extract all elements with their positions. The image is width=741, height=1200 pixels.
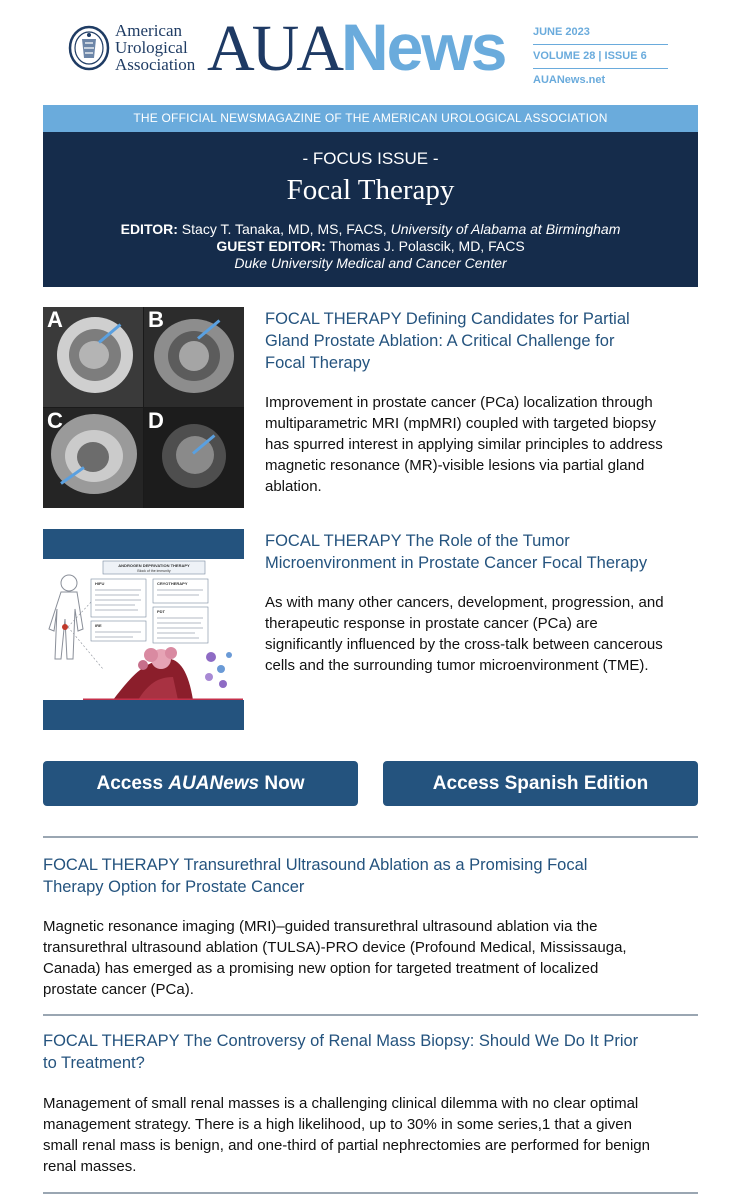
divider xyxy=(43,1014,698,1016)
mri-panel-c xyxy=(43,408,143,508)
figure-cryotherapy-label: CRYOTHERAPY xyxy=(157,581,188,586)
summary-line: cells and the surrounding tumor microenvironment (TME). xyxy=(265,657,649,674)
access-suffix: Now xyxy=(259,773,305,794)
focus-title: Focal Therapy xyxy=(286,174,455,206)
summary-line: therapeutic response in prostate cancer (PCa) are xyxy=(265,615,598,632)
panel-label-c: C xyxy=(47,408,63,433)
summary-line: Canada) has emerged as a promising new option for targeted treatment of localized xyxy=(43,960,599,977)
title-line: FOCAL THERAPY The Role of the Tumor xyxy=(265,532,570,550)
editor-line xyxy=(43,221,698,238)
featured-article-2-summary xyxy=(265,592,705,676)
title-line: Focal Therapy xyxy=(265,354,371,372)
access-auanews-button[interactable] xyxy=(43,761,358,806)
featured-article-2-title[interactable] xyxy=(265,530,705,574)
title-line: FOCAL THERAPY Transurethral Ultrasound Ablation as a Promising Focal xyxy=(43,856,588,874)
figure-ire-label: IRE xyxy=(95,623,102,628)
wordmark-news: News xyxy=(341,10,506,84)
tumor-microenvironment-figure-thumbnail[interactable] xyxy=(43,529,244,730)
masthead xyxy=(0,0,741,100)
editor-name: Stacy T. Tanaka, MD, MS, FACS, xyxy=(177,221,391,237)
title-line: FOCAL THERAPY The Controversy of Renal Mass Biopsy: Should We Do It Prior xyxy=(43,1032,639,1050)
featured-article-1-title[interactable] xyxy=(265,308,705,374)
access-spanish-edition-button[interactable]: Access Spanish Edition xyxy=(383,761,698,806)
article-4-title[interactable] xyxy=(43,1030,703,1074)
aua-seal-logo xyxy=(68,25,110,71)
figure-hifu-label: HIFU xyxy=(95,581,105,586)
issue-date: JUNE 2023 xyxy=(533,26,668,45)
summary-line: ablation. xyxy=(265,478,322,495)
guest-editor-name: Thomas J. Polascik, MD, FACS xyxy=(325,238,525,254)
summary-line: significantly influenced by the cross-talk between cancerous xyxy=(265,636,663,653)
mri-panel-b xyxy=(144,307,244,407)
summary-line: management strategy. There is a high likelihood, up to 30% in some series,1 that a given xyxy=(43,1116,632,1133)
guest-editor-label: GUEST EDITOR: xyxy=(216,238,326,254)
editor-affiliation: University of Alabama at Birmingham xyxy=(390,221,621,237)
org-name-line-2: Urological xyxy=(115,38,188,57)
guest-editor-affiliation: Duke University Medical and Cancer Center xyxy=(234,255,507,271)
focus-kicker: - FOCUS ISSUE - xyxy=(302,149,439,168)
mri-panel-d xyxy=(144,408,244,508)
access-prefix: Access xyxy=(96,773,169,794)
access-brand: AUANews xyxy=(168,773,260,794)
title-line: Microenvironment in Prostate Cancer Focal Therapy xyxy=(265,554,648,572)
tme-figure-illustration xyxy=(43,559,244,700)
summary-line: transurethral ultrasound ablation (TULSA)-PRO device (Profound Medical, Mississauga, xyxy=(43,939,627,956)
summary-line: has spurred interest in applying similar principles to address xyxy=(265,436,663,453)
summary-line: Improvement in prostate cancer (PCa) localization through xyxy=(265,394,653,411)
summary-line: As with many other cancers, development, progression, and xyxy=(265,594,664,611)
panel-label-b: B xyxy=(148,307,164,332)
article-3-summary xyxy=(43,916,703,1000)
article-3-title[interactable] xyxy=(43,854,703,898)
editor-label: EDITOR: xyxy=(120,221,178,237)
volume-issue: VOLUME 28 | ISSUE 6 xyxy=(533,50,668,69)
title-line: FOCAL THERAPY Defining Candidates for Partial xyxy=(265,310,630,328)
figure-heading: ANDROGEN DEPRIVATION THERAPY xyxy=(118,563,190,568)
summary-line: multiparametric MRI (mpMRI) coupled with targeted biopsy xyxy=(265,415,656,432)
wordmark-aua: AUA xyxy=(207,12,341,85)
mri-panel-a xyxy=(43,307,143,407)
mri-figure-thumbnail[interactable] xyxy=(43,307,244,508)
summary-line: Management of small renal masses is a challenging clinical dilemma with no clear optimal xyxy=(43,1095,639,1112)
summary-line: prostate cancer (PCa). xyxy=(43,981,194,998)
title-line: to Treatment? xyxy=(43,1054,145,1072)
summary-line: small renal mass is benign, and one-third of partial nephrectomies are performed for benign xyxy=(43,1137,650,1154)
editors-block xyxy=(43,221,698,272)
article-4-summary xyxy=(43,1093,703,1177)
auanews-wordmark xyxy=(207,12,505,84)
guest-editor-line xyxy=(43,238,698,255)
focus-issue-banner xyxy=(43,132,698,287)
summary-line: renal masses. xyxy=(43,1158,137,1175)
tagline-bar: THE OFFICIAL NEWSMAGAZINE OF THE AMERICAN UROLOGICAL ASSOCIATION xyxy=(43,105,698,132)
org-name xyxy=(115,22,195,73)
summary-line: magnetic resonance (MR)-visible lesions via partial gland xyxy=(265,457,645,474)
org-name-line-3: Association xyxy=(115,55,196,74)
title-line: Gland Prostate Ablation: A Critical Challenge for xyxy=(265,332,615,350)
panel-label-a: A xyxy=(47,307,63,332)
featured-article-1-summary xyxy=(265,392,705,497)
panel-label-d: D xyxy=(148,408,164,433)
divider xyxy=(43,836,698,838)
title-line: Therapy Option for Prostate Cancer xyxy=(43,878,305,896)
figure-subheading: Block of the immunity xyxy=(137,569,171,573)
divider xyxy=(43,1192,698,1194)
figure-pdt-label: PDT xyxy=(157,609,165,614)
summary-line: Magnetic resonance imaging (MRI)–guided transurethral ultrasound ablation via the xyxy=(43,918,598,935)
issue-meta xyxy=(533,26,668,98)
site-link[interactable]: AUANews.net xyxy=(533,74,606,86)
org-name-line-1: American xyxy=(115,21,183,40)
